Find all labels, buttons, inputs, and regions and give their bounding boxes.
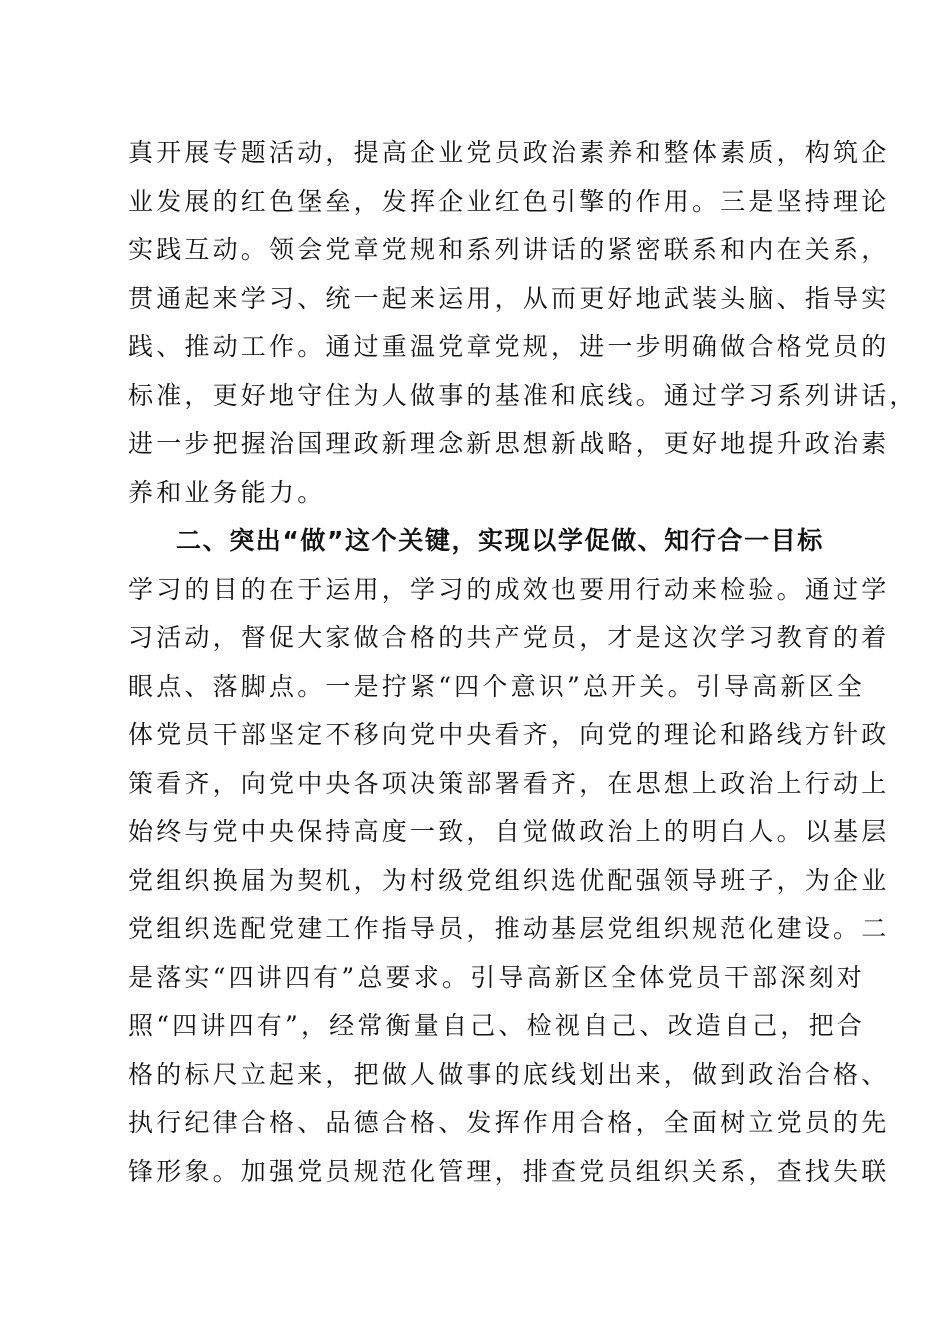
paragraph-line: 执行纪律合格、品德合格、发挥作用合格，全面树立党员的先: [128, 1108, 890, 1137]
paragraph-line: 策看齐，向党中央各项决策部署看齐，在思想上政治上行动上: [128, 768, 890, 798]
paragraph-line: 进一步把握治国理政新理念新思想新战略，更好地提升政治素: [128, 429, 890, 458]
section-heading: 二、突出“做”这个关键，实现以学促做、知行合一目标: [176, 526, 824, 555]
paragraph-line: 党组织选配党建工作指导员，推动基层党组织规范化建设。二: [128, 914, 890, 943]
paragraph-line: 真开展专题活动，提高企业党员政治素养和整体素质，构筑企: [128, 138, 890, 167]
paragraph-line: 体党员干部坚定不移向党中央看齐，向党的理论和路线方针政: [128, 720, 890, 749]
paragraph-line: 始终与党中央保持高度一致，自觉做政治上的明白人。以基层: [128, 817, 890, 846]
paragraph-line: 是落实“四讲四有”总要求。引导高新区全体党员干部深刻对: [128, 962, 865, 992]
paragraph-line: 党组织换届为契机，为村级党组织选优配强领导班子，为企业: [128, 865, 890, 895]
paragraph-line: 习活动，督促大家做合格的共产党员，才是这次学习教育的着: [128, 623, 890, 652]
paragraph-line: 格的标尺立起来，把做人做事的底线划出来，做到政治合格、: [128, 1059, 890, 1089]
paragraph-line: 实践互动。领会党章党规和系列讲话的紧密联系和内在关系，: [128, 235, 890, 264]
paragraph-line: 养和业务能力。: [128, 477, 326, 507]
paragraph-line: 贯通起来学习、统一起来运用，从而更好地武装头脑、指导实: [128, 283, 890, 313]
paragraph-line: 照“四讲四有”，经常衡量自己、检视自己、改造自己，把合: [128, 1011, 865, 1040]
paragraph-line: 标准，更好地守住为人做事的基准和底线。通过学习系列讲话，: [128, 380, 918, 410]
paragraph-line: 眼点、落脚点。一是拧紧“四个意识”总开关。引导高新区全: [128, 671, 865, 701]
paragraph-line: 业发展的红色堡垒，发挥企业红色引擎的作用。三是坚持理论: [128, 186, 890, 216]
paragraph-line: 学习的目的在于运用，学习的成效也要用行动来检验。通过学: [128, 574, 890, 604]
body-text: [128, 129, 918, 1196]
paragraph-line: 锋形象。加强党员规范化管理，排查党员组织关系，查找失联: [128, 1156, 890, 1186]
paragraph-line: 践、推动工作。通过重温党章党规，进一步明确做合格党员的: [128, 332, 890, 361]
